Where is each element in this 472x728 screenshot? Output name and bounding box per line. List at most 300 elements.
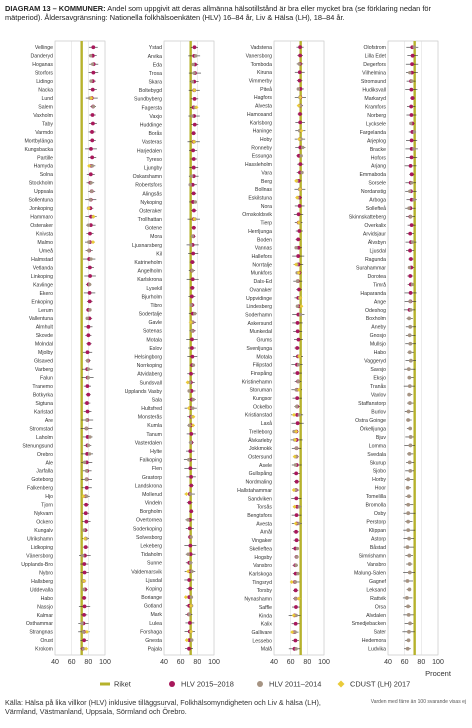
municipality-label: Simrishamn: [358, 553, 386, 560]
point-hlv-2011-2014: [88, 435, 91, 438]
municipality-label: Eslov: [149, 345, 162, 352]
point-hlv-2011-2014: [88, 283, 91, 286]
municipality-label: Valdemarsvik: [131, 569, 162, 576]
point-hlv-2015-2018: [88, 274, 92, 278]
point-hlv-2011-2014: [190, 114, 193, 117]
point-hlv-2015-2018: [192, 226, 196, 230]
point-hlv-2015-2018: [189, 372, 193, 376]
municipality-label: Rattvik: [370, 595, 386, 602]
point-hlv-2015-2018: [296, 321, 300, 325]
municipality-label: Gallivare: [251, 630, 272, 637]
municipality-label: Perstorp: [366, 519, 386, 526]
municipality-label: Motala: [256, 354, 272, 361]
legend-swatch-cdust-2017: [338, 681, 345, 688]
point-hlv-2015-2018: [191, 277, 195, 281]
municipality-label: Berg: [261, 178, 272, 185]
municipality-label: Stromsund: [360, 79, 386, 86]
municipality-label: Skurup: [369, 460, 386, 467]
point-hlv-2015-2018: [192, 191, 196, 195]
point-hlv-2011-2014: [189, 441, 192, 444]
point-hlv-2015-2018: [410, 172, 414, 176]
municipality-label: Jarfalla: [36, 468, 53, 475]
municipality-label: Vallentuna: [28, 316, 53, 323]
point-hlv-2011-2014: [191, 406, 194, 409]
municipality-label: Vingaker: [251, 538, 272, 545]
point-cdust-2017: [184, 492, 188, 496]
municipality-label: Haninge: [252, 128, 272, 135]
municipality-label: Piteå: [260, 86, 272, 93]
point-hlv-2015-2018: [298, 112, 302, 116]
municipality-label: Ronneby: [251, 145, 272, 152]
municipality-label: Boriange: [141, 595, 162, 602]
point-hlv-2015-2018: [85, 401, 89, 405]
municipality-label: Vadstena: [250, 45, 272, 52]
x-tick-label: 80: [84, 659, 93, 666]
legend-swatch-hlv-2015-2018: [169, 681, 175, 687]
municipality-label: Bollnas: [254, 187, 272, 194]
point-hlv-2015-2018: [297, 229, 301, 233]
point-hlv-2011-2014: [87, 223, 90, 226]
point-hlv-2015-2018: [190, 295, 194, 299]
point-hlv-2015-2018: [296, 329, 300, 333]
municipality-label: Gnesta: [145, 638, 162, 645]
municipality-label: Osthammar: [25, 621, 53, 628]
point-hlv-2011-2014: [191, 63, 194, 66]
point-hlv-2011-2014: [83, 461, 86, 464]
point-hlv-2011-2014: [192, 71, 195, 74]
municipality-label: Vaxjo: [149, 113, 162, 120]
point-hlv-2011-2014: [189, 183, 192, 186]
point-hlv-2011-2014: [411, 283, 414, 286]
municipality-label: Monsterås: [137, 414, 162, 421]
municipality-label: Hudiksvall: [362, 87, 386, 94]
point-hlv-2011-2014: [192, 398, 195, 401]
municipality-label: Botkyrka: [32, 392, 53, 399]
municipality-label: Boden: [256, 237, 272, 244]
point-hlv-2011-2014: [189, 303, 192, 306]
municipality-label: Horby: [372, 477, 386, 484]
point-hlv-2011-2014: [408, 401, 412, 405]
municipality-label: Vansbro: [367, 561, 386, 568]
point-hlv-2011-2014: [294, 647, 297, 650]
municipality-label: Kungsor: [252, 396, 272, 403]
municipality-label: Uppvidinge: [246, 295, 272, 302]
x-tick-label: 60: [286, 659, 295, 666]
municipality-label: Tidaholm: [140, 552, 162, 559]
municipality-label: Nacka: [38, 87, 53, 94]
point-hlv-2011-2014: [92, 105, 95, 108]
point-hlv-2015-2018: [408, 232, 412, 236]
point-hlv-2015-2018: [296, 371, 300, 375]
municipality-label: Goteborg: [31, 477, 53, 484]
municipality-label: Tanum: [146, 431, 162, 438]
municipality-label: Lindesberg: [246, 304, 272, 311]
point-hlv-2011-2014: [411, 240, 414, 243]
municipality-label: Knivsta: [35, 231, 53, 238]
municipality-label: Orust: [40, 638, 53, 645]
point-hlv-2011-2014: [87, 444, 90, 447]
point-hlv-2011-2014: [408, 452, 412, 456]
point-hlv-2015-2018: [409, 88, 413, 92]
municipality-label: Enkoping: [31, 299, 53, 306]
point-hlv-2015-2018: [88, 291, 92, 295]
point-hlv-2011-2014: [408, 588, 412, 592]
point-hlv-2015-2018: [190, 286, 194, 290]
point-hlv-2011-2014: [187, 389, 190, 392]
point-hlv-2015-2018: [193, 97, 197, 101]
point-hlv-2015-2018: [295, 396, 299, 400]
municipality-label: Sodertalje: [138, 311, 162, 318]
municipality-label: Mora: [150, 234, 162, 241]
point-hlv-2011-2014: [407, 316, 411, 320]
point-hlv-2011-2014: [407, 494, 411, 498]
point-hlv-2011-2014: [409, 215, 412, 218]
point-hlv-2011-2014: [412, 198, 415, 201]
point-hlv-2011-2014: [89, 79, 92, 82]
point-hlv-2011-2014: [85, 427, 88, 430]
municipality-label: Arjeplog: [366, 138, 386, 145]
point-hlv-2011-2014: [296, 572, 299, 575]
municipality-label: Stenungsund: [22, 443, 53, 450]
municipality-label: Falkenberg: [27, 485, 53, 492]
municipality-label: Vaxholm: [33, 112, 53, 119]
municipality-label: Osteraker: [30, 223, 53, 230]
point-hlv-2011-2014: [81, 554, 84, 557]
point-hlv-2015-2018: [192, 131, 196, 135]
municipality-label: Gagnef: [368, 578, 386, 585]
diagram-label: DIAGRAM 13 – KOMMUNER:: [5, 4, 106, 13]
municipality-label: Falkoping: [139, 457, 162, 464]
point-hlv-2015-2018: [193, 45, 197, 49]
point-hlv-2011-2014: [409, 122, 412, 125]
point-hlv-2015-2018: [296, 254, 300, 258]
municipality-label: Danderyd: [30, 53, 53, 60]
municipality-label: Tranås: [370, 384, 386, 391]
municipality-label: Overtornea: [136, 517, 162, 524]
municipality-label: Skinnskatteberg: [348, 214, 386, 221]
point-hlv-2011-2014: [189, 492, 192, 495]
municipality-label: Stockholm: [28, 180, 53, 187]
point-hlv-2015-2018: [82, 562, 86, 566]
municipality-label: Norrkoping: [136, 363, 162, 370]
municipality-label: Ulrikshamn: [27, 536, 53, 543]
point-hlv-2011-2014: [88, 308, 91, 311]
legend-label: CDUST (LH) 2017: [350, 679, 411, 689]
point-hlv-2015-2018: [295, 538, 299, 542]
municipality-label: Gavle: [148, 320, 162, 327]
municipality-label: Karlstad: [33, 409, 53, 416]
point-hlv-2011-2014: [192, 363, 195, 366]
x-tick-label: 100: [432, 659, 444, 666]
municipality-label: Habo: [40, 595, 53, 602]
point-hlv-2011-2014: [191, 80, 194, 83]
municipality-label: Harjedalen: [136, 148, 162, 155]
municipality-label: Halmstad: [31, 256, 53, 263]
point-hlv-2011-2014: [407, 410, 411, 414]
point-hlv-2015-2018: [91, 113, 95, 117]
point-hlv-2015-2018: [83, 605, 87, 609]
municipality-label: Malung-Salen: [353, 570, 386, 577]
point-hlv-2011-2014: [406, 545, 410, 549]
municipality-label: Lulea: [149, 620, 162, 627]
point-hlv-2015-2018: [296, 421, 300, 425]
municipality-label: Sollentuna: [28, 197, 53, 204]
point-hlv-2015-2018: [409, 105, 413, 109]
point-hlv-2011-2014: [191, 329, 194, 332]
point-hlv-2015-2018: [90, 155, 94, 159]
municipality-label: Svenljunga: [246, 345, 272, 352]
municipality-label: Dals-Ed: [253, 279, 272, 286]
municipality-label: Trollhattan: [137, 217, 162, 224]
municipality-label: Tibro: [150, 302, 162, 309]
municipality-label: Vaggeryd: [364, 358, 386, 365]
point-hlv-2011-2014: [194, 54, 197, 57]
point-hlv-2011-2014: [408, 350, 412, 354]
municipality-label: Ljusnarsberg: [132, 242, 162, 249]
municipality-label: Soderkoping: [132, 526, 162, 533]
municipality-label: Hallefors: [251, 253, 272, 260]
point-hlv-2011-2014: [296, 305, 299, 308]
x-tick-label: 60: [400, 659, 409, 666]
municipality-label: Alvdalen: [366, 612, 386, 619]
municipality-label: Degerfors: [363, 62, 386, 69]
municipality-label: Kalmar: [36, 612, 53, 619]
point-hlv-2011-2014: [88, 452, 91, 455]
point-hlv-2011-2014: [407, 376, 411, 380]
municipality-label: Nykoping: [140, 199, 162, 206]
point-hlv-2015-2018: [191, 252, 195, 256]
point-hlv-2011-2014: [407, 393, 411, 397]
municipality-label: Tingsryd: [252, 579, 272, 586]
point-hlv-2015-2018: [294, 622, 298, 626]
municipality-label: Asele: [259, 462, 272, 469]
municipality-label: Mortbylänga: [24, 138, 53, 145]
point-cdust-2017: [292, 413, 296, 417]
point-hlv-2015-2018: [189, 484, 193, 488]
municipality-label: Umeå: [39, 248, 53, 255]
municipality-label: Kumla: [147, 423, 162, 430]
point-hlv-2011-2014: [406, 605, 410, 609]
point-hlv-2011-2014: [194, 200, 197, 203]
municipality-label: Bracke: [369, 146, 386, 153]
municipality-label: Lidkoping: [30, 544, 53, 551]
x-tick-label: 80: [193, 659, 202, 666]
point-hlv-2015-2018: [188, 466, 192, 470]
point-hlv-2015-2018: [294, 497, 298, 501]
point-hlv-2011-2014: [413, 46, 416, 49]
municipality-label: Sigtuna: [35, 400, 53, 407]
x-tick-label: 40: [160, 659, 168, 666]
point-hlv-2011-2014: [297, 380, 300, 383]
point-hlv-2011-2014: [408, 71, 411, 74]
municipality-label: Kungalv: [34, 528, 53, 535]
municipality-label: Mullsjo: [369, 341, 386, 348]
municipality-label: Ludvika: [368, 646, 386, 653]
municipality-label: Munkedal: [249, 329, 272, 336]
source-note: Källa: Hälsa på lika villkor (HLV) inklusive tilläggsurval, Folkhälsomyndigheten och Liv & hälsa (LH), Värmland, Västmanland, Uppsala, Sörmland och Örebro.: [5, 698, 321, 716]
municipality-label: Eksjo: [373, 375, 386, 382]
municipality-label: Kramfors: [364, 104, 386, 111]
municipality-label: Filipstad: [252, 362, 272, 369]
municipality-label: Emmaboda: [359, 172, 386, 179]
municipality-label: Bengtsfors: [247, 513, 272, 520]
municipality-label: Forshaga: [140, 629, 162, 636]
municipality-label: Uppsala: [33, 189, 53, 196]
municipality-label: Leksand: [366, 587, 386, 594]
point-hlv-2015-2018: [410, 139, 414, 143]
legend-swatch-hlv-2011-2014: [257, 681, 263, 687]
municipality-label: Nordanstig: [360, 189, 386, 196]
municipality-label: Almhult: [35, 324, 53, 331]
municipality-label: Båstad: [369, 544, 386, 551]
point-hlv-2011-2014: [406, 503, 410, 507]
point-hlv-2011-2014: [408, 190, 411, 193]
point-hlv-2011-2014: [406, 647, 410, 651]
point-hlv-2015-2018: [88, 232, 92, 236]
point-hlv-2011-2014: [408, 469, 412, 473]
municipality-label: Ljusdal: [369, 248, 386, 255]
point-hlv-2011-2014: [193, 312, 196, 315]
municipality-label: Upplands Vasby: [124, 388, 162, 395]
municipality-label: Sala: [151, 397, 162, 404]
municipality-label: Sunne: [146, 560, 162, 567]
point-hlv-2011-2014: [413, 130, 416, 133]
municipality-label: Orsa: [374, 604, 386, 611]
x-tick-label: 40: [270, 659, 278, 666]
municipality-label: Vasteras: [141, 139, 162, 146]
point-hlv-2015-2018: [187, 647, 191, 651]
municipality-label: Linkoping: [30, 273, 53, 280]
municipality-label: Storfors: [34, 70, 53, 77]
municipality-label: Nykvarn: [33, 511, 53, 518]
municipality-label: Salem: [38, 104, 53, 111]
min-respondents-note: Varden med färre än 100 svarande visas ej: [370, 699, 466, 705]
point-hlv-2015-2018: [189, 475, 193, 479]
point-hlv-2015-2018: [297, 212, 301, 216]
point-hlv-2015-2018: [190, 355, 194, 359]
point-hlv-2011-2014: [89, 198, 92, 201]
municipality-label: Katrineholm: [134, 259, 162, 266]
legend-label: Riket: [114, 679, 131, 689]
municipality-label: Landskrona: [134, 483, 162, 490]
x-tick-label: 100: [99, 659, 111, 666]
municipality-label: Mark: [150, 612, 162, 619]
municipality-label: Bromolla: [365, 502, 386, 509]
point-hlv-2011-2014: [406, 418, 410, 422]
point-hlv-2015-2018: [91, 45, 95, 49]
x-tick-label: 100: [208, 659, 220, 666]
municipality-label: Hamosand: [246, 111, 272, 118]
point-hlv-2015-2018: [298, 45, 302, 49]
point-hlv-2015-2018: [190, 346, 194, 350]
point-hlv-2011-2014: [89, 257, 92, 260]
municipality-label: Tranemo: [32, 384, 53, 391]
point-hlv-2011-2014: [82, 630, 85, 633]
point-hlv-2011-2014: [410, 181, 413, 184]
point-hlv-2011-2014: [80, 622, 83, 625]
municipality-label: Borgholm: [139, 509, 162, 516]
municipality-label: Nassjo: [37, 604, 53, 611]
municipality-label: Kinda: [258, 613, 272, 620]
point-hlv-2015-2018: [188, 544, 192, 548]
point-hlv-2015-2018: [84, 520, 88, 524]
point-hlv-2011-2014: [407, 638, 411, 642]
municipality-label: Taby: [42, 121, 53, 128]
municipality-label: Angelholm: [137, 268, 162, 275]
municipality-label: Storuman: [249, 387, 272, 394]
point-hlv-2011-2014: [408, 460, 412, 464]
point-hlv-2011-2014: [409, 444, 413, 448]
point-hlv-2015-2018: [86, 333, 90, 337]
x-tick-label: 100: [318, 659, 330, 666]
point-hlv-2011-2014: [408, 562, 412, 566]
municipality-label: Osteraker: [139, 208, 162, 215]
point-hlv-2015-2018: [298, 70, 302, 74]
municipality-label: Aneby: [371, 324, 386, 331]
point-hlv-2011-2014: [409, 300, 412, 303]
point-hlv-2011-2014: [410, 79, 413, 82]
point-cdust-2017: [290, 580, 294, 584]
municipality-label: Älvsbyn: [367, 239, 386, 246]
municipality-label: Vasterdalen: [134, 440, 162, 447]
municipality-label: Essunga: [251, 153, 272, 160]
point-hlv-2015-2018: [411, 54, 415, 58]
point-hlv-2011-2014: [407, 630, 411, 634]
municipality-label: Ockelbo: [252, 404, 272, 411]
point-hlv-2011-2014: [186, 552, 189, 555]
municipality-label: Are: [44, 417, 53, 424]
municipality-label: Ange: [373, 299, 386, 306]
municipality-label: Arboga: [369, 197, 386, 204]
municipality-label: Kavlinge: [33, 282, 53, 289]
municipality-label: Oskarshamn: [132, 174, 162, 181]
point-hlv-2011-2014: [407, 207, 410, 210]
municipality-label: Vellinge: [34, 45, 53, 52]
point-hlv-2015-2018: [85, 384, 89, 388]
point-hlv-2011-2014: [295, 405, 298, 408]
point-hlv-2015-2018: [298, 79, 302, 83]
municipality-label: Lomma: [368, 443, 386, 450]
municipality-label: Dorotea: [367, 273, 386, 280]
municipality-label: Huddinge: [139, 122, 162, 129]
point-hlv-2015-2018: [82, 596, 86, 600]
point-hlv-2011-2014: [188, 424, 191, 427]
municipality-label: Sandviken: [247, 496, 272, 503]
municipality-label: Lekeberg: [140, 543, 162, 550]
municipality-label: Torsås: [256, 504, 272, 511]
municipality-label: Helsingborg: [134, 354, 162, 361]
point-hlv-2015-2018: [294, 605, 298, 609]
point-hlv-2015-2018: [84, 503, 88, 507]
point-hlv-2015-2018: [90, 130, 94, 134]
municipality-label: Overkalix: [364, 223, 386, 230]
point-hlv-2011-2014: [406, 511, 410, 515]
point-hlv-2011-2014: [91, 164, 94, 167]
municipality-label: Sotenas: [142, 328, 162, 335]
municipality-label: Varberg: [34, 367, 53, 374]
point-hlv-2011-2014: [296, 547, 299, 550]
municipality-label: Nybro: [39, 570, 53, 577]
municipality-label: Lilla Edet: [364, 53, 386, 60]
point-hlv-2011-2014: [406, 528, 410, 532]
point-hlv-2011-2014: [186, 518, 189, 521]
municipality-label: Vindeln: [144, 500, 162, 507]
municipality-label: Alvesta: [254, 103, 272, 110]
point-hlv-2015-2018: [191, 148, 195, 152]
point-hlv-2015-2018: [188, 501, 192, 505]
x-tick-label: 60: [176, 659, 185, 666]
point-hlv-2015-2018: [192, 166, 196, 170]
